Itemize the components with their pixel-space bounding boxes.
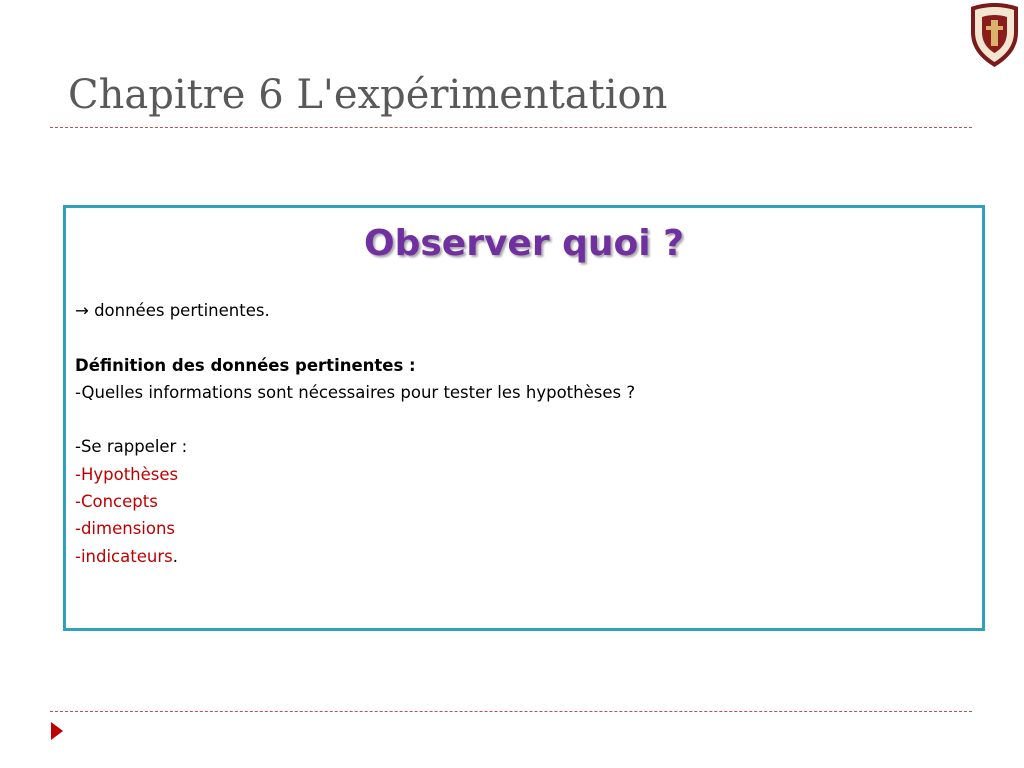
right-arrow-icon: → [75, 301, 89, 320]
content-box [63, 205, 985, 631]
box-heading: Observer quoi ? [363, 223, 685, 264]
relevant-data-line [75, 297, 970, 324]
definition-title: Définition des données pertinentes : [75, 355, 416, 375]
title-divider [50, 127, 972, 128]
slide-title: Chapitre 6 L'expérimentation [68, 72, 668, 118]
logo-emblem [991, 20, 998, 46]
list-item-indicators: -indicateurs [75, 546, 173, 566]
university-logo [967, 2, 1022, 68]
spacer [75, 324, 970, 351]
play-triangle-icon [51, 722, 63, 740]
definition-question: -Quelles informations sont nécessaires pour tester les hypothèses ? [75, 382, 636, 402]
spacer [75, 406, 970, 433]
box-body [75, 297, 970, 570]
logo-emblem-bar [986, 26, 1003, 30]
list-item-hypotheses: -Hypothèses [75, 464, 179, 484]
list-item-dimensions: -dimensions [75, 519, 176, 539]
recall-label: -Se rappeler : [75, 437, 188, 457]
final-period: . [172, 546, 178, 566]
list-item-indicators-line [75, 543, 970, 570]
footer-divider [50, 711, 972, 712]
list-item-concepts: -Concepts [75, 492, 158, 512]
relevant-data-text: données pertinentes. [88, 301, 270, 320]
